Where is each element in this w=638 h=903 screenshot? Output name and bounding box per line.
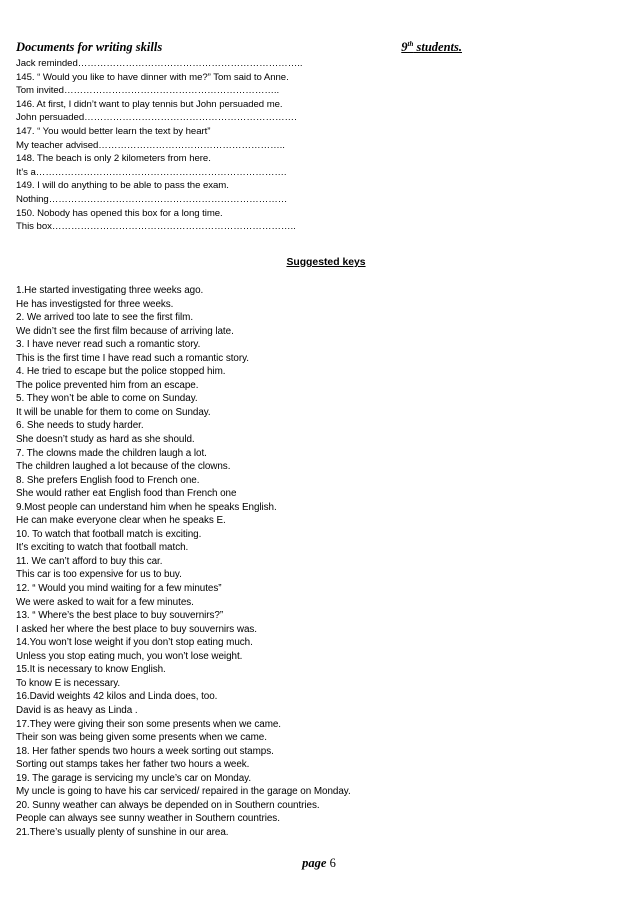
key-line: 20. Sunny weather can always be depended on in Southern countries. bbox=[16, 799, 320, 811]
key-line: 15.It is necessary to know English. bbox=[16, 664, 166, 676]
exercise-line: My teacher advised………………………………………………….. bbox=[16, 139, 285, 151]
key-line: I asked her where the best place to buy souvernirs was. bbox=[16, 623, 257, 635]
key-line: 1.He started investigating three weeks ago. bbox=[16, 285, 204, 296]
key-line: It’s exciting to watch that football match. bbox=[16, 542, 189, 554]
key-line: 12. “ Would you mind waiting for a few minutes” bbox=[16, 583, 222, 595]
key-line: 16.David weights 42 kilos and Linda does, too. bbox=[16, 691, 218, 703]
key-line: My uncle is going to have his car serviced/ repaired in the garage on Monday. bbox=[16, 786, 351, 798]
keys-list bbox=[16, 284, 376, 839]
key-line: We were asked to wait for a few minutes. bbox=[16, 596, 194, 608]
grade-label bbox=[401, 40, 462, 55]
grade-text: students. bbox=[413, 40, 462, 54]
exercise-line: This box………………………………………………………………….. bbox=[16, 221, 296, 233]
page-word: page bbox=[302, 856, 327, 870]
page-footer bbox=[0, 856, 638, 871]
key-line: 14.You won’t lose weight if you don’t stop eating much. bbox=[16, 637, 253, 649]
exercise-line: 147. “ You would better learn the text by heart” bbox=[16, 125, 211, 137]
key-line: 10. To watch that football match is exciting. bbox=[16, 528, 202, 540]
key-line: 18. Her father spends two hours a week sorting out stamps. bbox=[16, 745, 274, 757]
exercise-line: Nothing………………………………………………………………… bbox=[16, 193, 288, 205]
exercise-line: 146. At first, I didn’t want to play tennis but John persuaded me. bbox=[16, 98, 283, 110]
keys-heading bbox=[0, 257, 638, 268]
exercise-list bbox=[16, 57, 346, 234]
key-line: She doesn’t study as hard as she should. bbox=[16, 434, 195, 446]
key-line: 5. They won’t be able to come on Sunday. bbox=[16, 393, 198, 405]
key-line: She would rather eat English food than French one bbox=[16, 488, 237, 500]
key-line: 11. We can’t afford to buy this car. bbox=[16, 555, 163, 567]
key-line: The children laughed a lot because of the clowns. bbox=[16, 461, 231, 473]
key-line: It will be unable for them to come on Sunday. bbox=[16, 406, 211, 418]
key-line: 17.They were giving their son some presents when we came. bbox=[16, 718, 282, 730]
page-number: 6 bbox=[329, 856, 336, 870]
key-line: 7. The clowns made the children laugh a lot. bbox=[16, 447, 207, 459]
exercise-line: Tom invited………………………………………………………….. bbox=[16, 85, 280, 97]
key-line: Unless you stop eating much, you won’t lose weight. bbox=[16, 650, 243, 662]
exercise-line: John persuaded…………………………………………………………. bbox=[16, 112, 297, 124]
key-line: To know E is necessary. bbox=[16, 677, 121, 689]
key-line: 6. She needs to study harder. bbox=[16, 420, 144, 432]
keys-heading-text: Suggested keys bbox=[286, 257, 366, 268]
key-line: 19. The garage is servicing my uncle’s car on Monday. bbox=[16, 772, 252, 784]
key-line: 8. She prefers English food to French one. bbox=[16, 474, 200, 486]
key-line: This is the first time I have read such a romantic story. bbox=[16, 352, 249, 364]
exercise-line: 150. Nobody has opened this box for a long time. bbox=[16, 207, 223, 219]
key-line: 4. He tried to escape but the police stopped him. bbox=[16, 366, 226, 378]
exercise-line: 145. “ Would you like to have dinner with me?” Tom said to Anne. bbox=[16, 71, 289, 83]
key-line: This car is too expensive for us to buy. bbox=[16, 569, 182, 581]
key-line: 2. We arrived too late to see the first film. bbox=[16, 312, 194, 324]
key-line: 13. “ Where’s the best place to buy souvernirs?” bbox=[16, 610, 224, 622]
key-line: 9.Most people can understand him when he speaks English. bbox=[16, 501, 277, 513]
document-title: Documents for writing skills bbox=[16, 40, 163, 54]
key-line: We didn’t see the first film because of arriving late. bbox=[16, 325, 234, 337]
key-line: Their son was being given some presents when we came. bbox=[16, 732, 267, 744]
exercise-line: 148. The beach is only 2 kilometers from here. bbox=[16, 153, 211, 165]
exercise-line: 149. I will do anything to be able to pass the exam. bbox=[16, 180, 229, 192]
exercise-line: Jack reminded…………………………………………………………….. bbox=[16, 58, 303, 69]
key-line: He has investigsted for three weeks. bbox=[16, 298, 174, 310]
key-line: 21.There’s usually plenty of sunshine in our area. bbox=[16, 826, 229, 838]
grade-suffix: th bbox=[407, 39, 414, 48]
key-line: Sorting out stamps takes her father two hours a week. bbox=[16, 759, 250, 771]
exercise-line: It’s a……………………………………………………………………. bbox=[16, 166, 287, 178]
page-header bbox=[16, 40, 462, 56]
key-line: He can make everyone clear when he speaks E. bbox=[16, 515, 226, 527]
grade-number: 9 bbox=[401, 40, 408, 54]
key-line: The police prevented him from an escape. bbox=[16, 379, 199, 391]
key-line: People can always see sunny weather in Southern countries. bbox=[16, 813, 280, 825]
key-line: 3. I have never read such a romantic story. bbox=[16, 339, 201, 351]
key-line: David is as heavy as Linda . bbox=[16, 704, 138, 716]
